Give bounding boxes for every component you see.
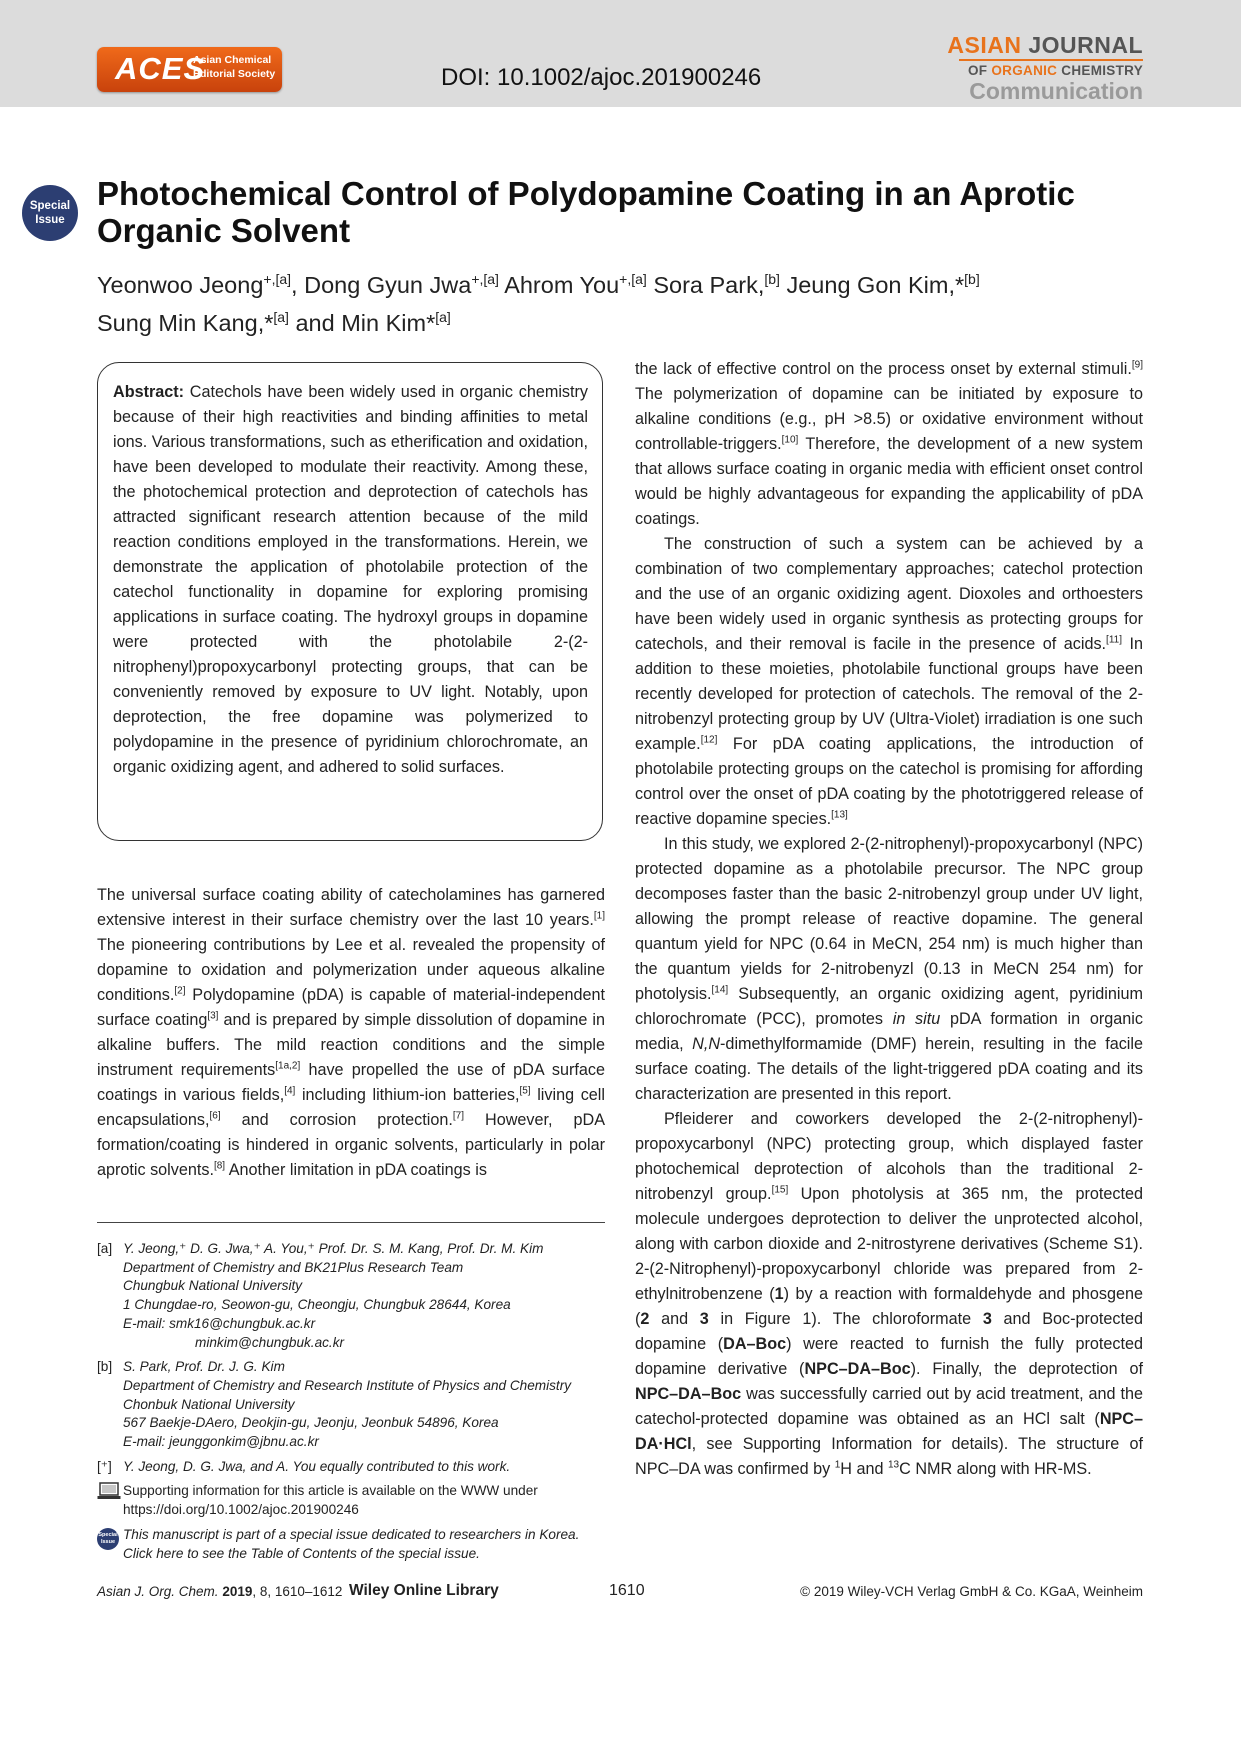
compound-label: 2	[640, 1310, 650, 1328]
journal-chemistry: CHEMISTRY	[1061, 63, 1143, 78]
text-run: and is prepared by simple dissolution of dopamine in alkaline buffers. The mild reaction conditions and the simple instrument requirements	[97, 1011, 606, 1079]
text-run: Therefore, the development of a new system that allows surface coating in organic media with efficient onset control would be highly advantageous for expanding the applicability of pDA coatings.	[635, 435, 1143, 528]
reference-link[interactable]: [1a,2]	[275, 1060, 301, 1072]
mini-badge-line2: Issue	[100, 1538, 116, 1545]
text-run: ) were reacted to furnish the fully protected dopamine derivative (	[635, 1335, 1143, 1378]
reference-link[interactable]: [5]	[519, 1085, 531, 1097]
abstract-text	[113, 380, 588, 780]
footnote-tag: [a]	[97, 1241, 113, 1256]
special-badge-line2: Issue	[35, 214, 65, 226]
text-run: living cell encapsulations,	[97, 1086, 605, 1129]
author-name: Jeung Gon Kim,*	[786, 271, 965, 298]
author-affiliation: +,[a]	[619, 271, 647, 287]
footnote-a	[97, 1240, 605, 1352]
text-run: Pfleiderer and coworkers developed the 2-(2-nitrophenyl)-propoxycarbonyl (NPC) protecting group, which displayed faster photochemical deprotection of alcohols than the traditional 2-nitrobenzyl group.	[635, 1110, 1143, 1203]
footnote-b	[97, 1358, 605, 1452]
italic-term: in situ	[892, 1010, 941, 1028]
page-number: 1610	[609, 1582, 645, 1599]
reference-link[interactable]: [11]	[1106, 634, 1122, 646]
compound-label: 1	[774, 1285, 784, 1303]
text-run: pDA formation in organic media,	[635, 1010, 1143, 1053]
toc-link[interactable]: Click here to see the Table of Contents of the special issue.	[123, 1545, 480, 1561]
isotope-superscript: 1	[834, 1459, 841, 1471]
author-affiliation: [b]	[764, 271, 780, 287]
footnote-line: Y. Jeong,⁺ D. G. Jwa,⁺ A. You,⁺ Prof. Dr. S. M. Kang, Prof. Dr. M. Kim	[123, 1241, 544, 1256]
text-run: The construction of such a system can be achieved by a combination of two complementary approaches; catechol protection and the use of an organic oxidizing agent. Dioxoles and orthoesters have been widely used in organic synthesis as protecting groups for catechols, and their removal is facile in the presence of acids.	[635, 535, 1143, 653]
body-right-column	[635, 357, 1143, 1482]
author-affiliation: +,[a]	[471, 271, 499, 287]
text-run: Polydopamine (pDA) is capable of material-independent surface coating	[97, 986, 605, 1029]
reference-link[interactable]: [2]	[174, 985, 186, 997]
compound-label: NPC–DA–Boc	[804, 1360, 911, 1378]
text-run: Subsequently, an organic oxidizing agent, pyridinium chlorochromate (PCC), promotes	[635, 985, 1143, 1028]
special-issue-mini-badge[interactable]	[97, 1528, 119, 1550]
body-paragraph	[635, 532, 1143, 832]
text-run: Another limitation in pDA coatings is	[225, 1161, 487, 1179]
text-run: ) by a reaction with formaldehyde and phosgene (	[635, 1285, 1143, 1328]
author-name: Sora Park,	[653, 271, 765, 298]
special-badge-line1: Special	[29, 200, 71, 212]
text-run: was successfully carried out by acid treatment, and the catechol-protected dopamine was obtained as an HCl salt (	[635, 1385, 1143, 1428]
footnote-divider	[97, 1222, 605, 1223]
footnote-line: S. Park, Prof. Dr. J. G. Kim	[123, 1359, 285, 1375]
footnote-line: 1 Chungdae-ro, Seowon-gu, Cheongju, Chungbuk 28644, Korea	[123, 1297, 511, 1313]
email-link[interactable]: minkim@chungbuk.ac.kr	[195, 1334, 345, 1350]
journal-of: OF	[967, 63, 988, 78]
footnote-line: Department of Chemistry and BK21Plus Research Team	[123, 1259, 464, 1275]
aces-logo	[97, 47, 282, 92]
journal-logo	[947, 32, 1143, 103]
footnotes	[97, 1240, 605, 1563]
body-paragraph	[97, 883, 605, 1183]
page-footer	[97, 1584, 1143, 1604]
reference-link[interactable]: [4]	[284, 1085, 296, 1097]
reference-link[interactable]: [14]	[711, 984, 729, 996]
text-run: However, pDA formation/coating is hindered in organic solvents, particularly in polar aprotic solvents.	[97, 1111, 605, 1179]
abstract-label: Abstract:	[113, 383, 185, 401]
footnote-line: Chonbuk National University	[123, 1396, 295, 1412]
doi-label[interactable]: DOI: 10.1002/ajoc.201900246	[441, 64, 762, 91]
footer-citation	[97, 1584, 342, 1599]
reference-link[interactable]: [3]	[207, 1010, 219, 1022]
author-name: Ahrom You	[504, 271, 620, 298]
text-run: including lithium-ion batteries,	[295, 1086, 520, 1104]
reference-link[interactable]: [12]	[700, 734, 718, 746]
footnote-supporting-info	[97, 1482, 605, 1519]
footnote-tag: [b]	[97, 1359, 113, 1375]
compound-label: DA–Boc	[723, 1335, 787, 1353]
copyright-notice: © 2019 Wiley-VCH Verlag GmbH & Co. KGaA, Weinheim	[800, 1584, 1143, 1599]
text-run: Upon photolysis at 365 nm, the protected molecule undergoes deprotection to deliver the unprotected alcohol, along with carbon dioxide and 2-nitrostyrene derivatives (Scheme S1). 2-(2-Nitrophenyl)-propoxycarbonyl chloride was prepared from 2-ethylnitrobenzene (	[635, 1185, 1143, 1303]
text-run: in Figure 1). The chloroformate	[708, 1310, 983, 1328]
footnote-line: Department of Chemistry and Research Institute of Physics and Chemistry	[123, 1377, 572, 1393]
email-link[interactable]: E-mail: smk16@chungbuk.ac.kr	[123, 1315, 316, 1331]
reference-link[interactable]: [8]	[213, 1160, 226, 1172]
footnote-equal-contribution	[97, 1458, 605, 1477]
reference-link[interactable]: [1]	[593, 910, 605, 922]
author-affiliation: [a]	[273, 308, 289, 325]
text-run: In addition to these moieties, photolabile functional groups have been recently developed for protection of catechols. The removal of the 2-nitrobenzyl protecting group by UV (Ultra-Violet) irradiation is one such example.	[635, 635, 1143, 753]
reference-link[interactable]: [6]	[209, 1110, 221, 1122]
abstract-body: Catechols have been widely used in organic chemistry because of their high reactivities and binding affinities to metal ions. Various transformations, such as etherification and oxidation, have been developed to modulate their reactivity. Among these, the photochemical protection and deprotection of catechols has attracted significant research attention because of the mild reaction conditions employed in the transformations. Herein, we demonstrate the application of photolabile protection of the catechol functionality in dopamine for exploring promising applications in surface coating. The hydroxyl groups in dopamine were protected with the photolabile 2-(2-nitrophenyl)propoxycarbonyl protecting groups, that can be conveniently removed by exposure to UV light. Notably, upon deprotection, the free dopamine was polymerized to polydopamine in the presence of pyridinium chlorochromate, an organic oxidizing agent, and adhered to solid surfaces.	[113, 383, 588, 776]
text-run: ). Finally, the deprotection of	[910, 1360, 1144, 1378]
author-name: Yeonwoo Jeong	[97, 271, 264, 298]
text-run: and	[649, 1310, 700, 1328]
aces-logo-word: ACES	[115, 51, 206, 86]
abstract-box	[97, 362, 603, 841]
text-run: The universal surface coating ability of catecholamines has garnered extensive interest in their surface chemistry over the last 10 years.	[97, 886, 605, 929]
text-run: the lack of effective control on the process onset by external stimuli.	[635, 360, 1132, 378]
author-separator: ,	[291, 271, 305, 298]
text-run: , see Supporting Information for details). The structure of NPC–DA was confirmed by	[635, 1435, 1143, 1478]
journal-organic: ORGANIC	[991, 63, 1058, 78]
author-separator: and	[288, 309, 342, 336]
special-issue-badge[interactable]	[22, 185, 78, 241]
reference-link[interactable]: [13]	[831, 809, 848, 821]
citation-volume-pages: , 8, 1610–1612	[252, 1584, 343, 1599]
author-name: Sung Min Kang,*	[97, 309, 274, 336]
compound-label: NPC–DA–Boc	[635, 1385, 742, 1403]
text-run: -dimethylformamide (DMF) herein, resulting in the facile surface coating. The details of the light-triggered pDA coating and its characterization are presented in this report.	[635, 1035, 1143, 1103]
italic-term: N,N	[692, 1035, 721, 1053]
body-paragraph	[635, 832, 1143, 1107]
text-run: H and	[840, 1460, 888, 1478]
text-run: The pioneering contributions by Lee et al. revealed the propensity of dopamine to oxidation and polymerization under aqueous alkaline conditions.	[97, 936, 605, 1004]
footnote-line: Y. Jeong, D. G. Jwa, and A. You equally contributed to this work.	[123, 1458, 511, 1474]
footnote-tag: [⁺]	[97, 1458, 112, 1474]
wiley-online-library-link[interactable]: Wiley Online Library	[349, 1582, 499, 1599]
author-name: Dong Gyun Jwa	[304, 271, 472, 298]
body-paragraph	[635, 1107, 1143, 1482]
text-run: C NMR along with HR-MS.	[899, 1460, 1092, 1478]
text-run: have propelled the use of pDA surface coatings in various fields,	[97, 1061, 606, 1104]
author-name: Min Kim*	[341, 309, 436, 336]
author-affiliation: [b]	[964, 271, 980, 287]
text-run: The polymerization of dopamine can be initiated by exposure to alkaline conditions (e.g., pH >8.5) or oxidative environment without controllable-triggers.	[635, 385, 1143, 453]
author-affiliation: +,[a]	[263, 271, 292, 287]
computer-icon	[97, 1482, 121, 1500]
citation-year: 2019	[222, 1584, 253, 1599]
author-affiliation: [a]	[435, 308, 451, 325]
text-run: and Boc-protected dopamine (	[635, 1310, 1143, 1353]
footnote-line: Chungbuk National University	[123, 1278, 303, 1294]
text-run: and corrosion protection.	[220, 1111, 453, 1129]
compound-label: NPC–DA·HCl	[635, 1410, 1143, 1453]
aces-logo-subtitle: Asian Chemical Editorial Society	[193, 54, 276, 80]
reference-link[interactable]: [10]	[781, 434, 799, 446]
article-title: Photochemical Control of Polydopamine Coating in an Aprotic Organic Solvent	[97, 175, 1075, 249]
body-left-column	[97, 883, 605, 1183]
footnote-line: This manuscript is part of a special issue dedicated to researchers in Korea.	[123, 1526, 580, 1542]
journal-journal: JOURNAL	[1028, 32, 1143, 58]
journal-logo-rule	[959, 59, 1143, 61]
compound-label: 3	[699, 1310, 709, 1328]
body-paragraph	[635, 357, 1143, 532]
compound-label: 3	[982, 1310, 992, 1328]
text-run: In this study, we explored 2-(2-nitrophenyl)-propoxycarbonyl (NPC) protected dopamine as a photolabile precursor. The NPC group decomposes faster than the basic 2-nitrobenzyl group under UV light, allowing the prompt release of reactive dopamine. The general quantum yield for NPC (0.64 in MeCN, 254 nm) is much higher than the quantum yields for 2-nitrobenyzl (0.13 in MeCN 254 nm) for photolysis.	[635, 835, 1143, 1003]
author-list	[97, 263, 1157, 339]
citation-journal: Asian J. Org. Chem.	[97, 1584, 219, 1599]
footnote-special-issue	[97, 1526, 605, 1563]
journal-asian: ASIAN	[947, 32, 1022, 58]
text-run: For pDA coating applications, the introduction of photolabile protecting groups on the catechol is promising for affording control over the onset of pDA coating by the phototriggered release of reactive dopamine species.	[635, 735, 1143, 828]
reference-link[interactable]: [7]	[452, 1110, 464, 1122]
isotope-superscript: 13	[888, 1459, 900, 1471]
email-link[interactable]: E-mail: jeunggonkim@jbnu.ac.kr	[123, 1434, 319, 1450]
mini-badge-line1: Special	[98, 1531, 118, 1538]
footnote-line: 567 Baekje-DAero, Deokjin-gu, Jeonju, Jeonbuk 54896, Korea	[123, 1415, 499, 1431]
supporting-info-link[interactable]: Supporting information for this article is available on the WWW under https://doi.org/10.1002/ajoc.201900246	[123, 1483, 538, 1518]
article-type: Communication	[969, 78, 1143, 104]
reference-link[interactable]: [15]	[771, 1184, 789, 1196]
reference-link[interactable]: [9]	[1131, 359, 1143, 371]
